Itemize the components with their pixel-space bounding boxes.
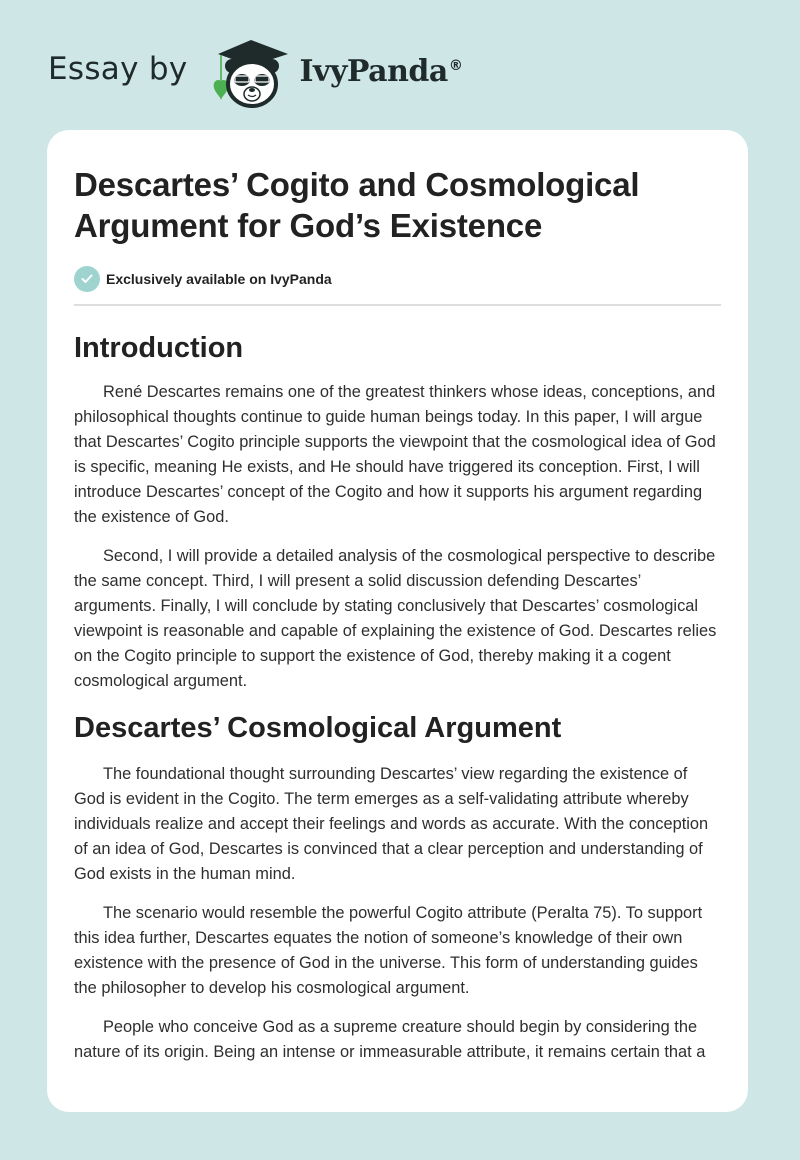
- paragraph: The foundational thought surrounding Descartes’ view regarding the existence of God is evident in the Cogito. The term emerges as a self-validating attribute whereby individuals realize and accept their feelings and words as accurate. With the conception of an idea of God, Descartes is convinced that a clear perception and understanding of God exists in the human mind.: [74, 765, 709, 883]
- section-heading: Introduction: [74, 332, 244, 364]
- exclusive-badge: [74, 265, 721, 293]
- site-header: [48, 34, 462, 110]
- section-cosmological-argument: [74, 710, 721, 1065]
- section-introduction: [74, 330, 721, 694]
- essay-card: [47, 130, 748, 1112]
- check-circle-icon: [74, 266, 100, 292]
- panda-graduate-logo-icon[interactable]: [206, 34, 296, 110]
- title-divider: [74, 304, 721, 306]
- paragraph: Second, I will provide a detailed analysis of the cosmological perspective to describe the same concept. Third, I will present a solid discussion defending Descartes’ arguments. Finally, I will conclude by stating conclusively that Descartes’ cosmological viewpoint is reasonable and capable of explaining the existence of God. Descartes relies on the Cogito principle to support the existence of God, thereby making it a cogent cosmological argument.: [74, 547, 717, 690]
- registered-mark: ®: [448, 57, 463, 74]
- paragraph: People who conceive God as a supreme creature should begin by considering the nature of its origin. Being an intense or immeasurable attribute, it remains certain that a: [74, 1018, 706, 1061]
- section-heading: Descartes’ Cosmological Argument: [74, 712, 562, 744]
- brand-prefix: Essay by: [48, 51, 188, 87]
- brand-name[interactable]: [300, 54, 463, 89]
- badge-text: Exclusively available on IvyPanda: [106, 271, 332, 287]
- paragraph: The scenario would resemble the powerful Cogito attribute (Peralta 75). To support this idea further, Descartes equates the notion of someone’s knowledge of their own existence with the presence of God in the universe. This form of understanding guides the philosopher to develop his cosmological argument.: [74, 904, 703, 997]
- brand-name-text: IvyPanda: [299, 53, 448, 89]
- paragraph: René Descartes remains one of the greatest thinkers whose ideas, conceptions, and philosophical thoughts continue to guide human beings today. In this paper, I will argue that Descartes’ Cogito principle supports the viewpoint that the cosmological idea of God is specific, meaning He exists, and He should have triggered its conception. First, I will introduce Descartes’ concept of the Cogito and how it supports his argument regarding the existence of God.: [74, 383, 716, 526]
- essay-title: Descartes’ Cogito and Cosmological Argument for God’s Existence: [74, 166, 640, 244]
